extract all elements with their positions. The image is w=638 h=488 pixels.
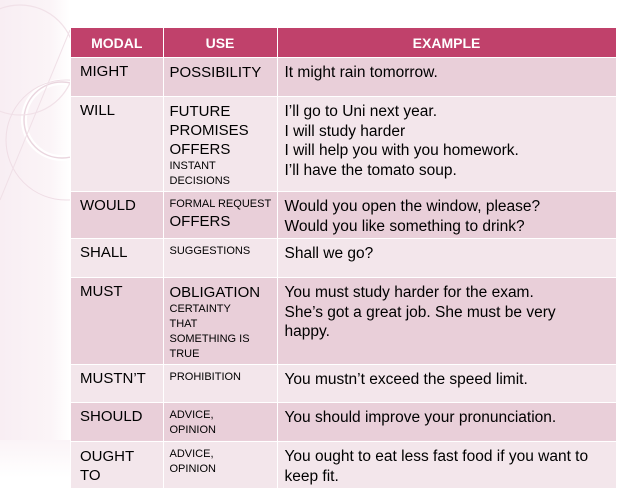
header-example: EXAMPLE [277,28,616,58]
example-cell [277,365,616,403]
table-row [71,278,616,365]
modal-cell: WOULD [71,192,163,239]
use-line: OPINION [170,423,272,438]
table-row [71,239,616,278]
use-cell [163,365,277,403]
decorative-background [0,0,70,478]
use-line: OPINION [170,462,272,477]
header-modal: MODAL [71,28,163,58]
use-line: SOMETHING IS [170,332,272,347]
use-cell [163,442,277,488]
example-line: You ought to eat less fast food if you want to [285,447,611,467]
use-cell [163,278,277,365]
use-cell [163,58,277,97]
use-line: PROMISES [170,121,272,140]
use-line: OFFERS [170,212,272,231]
example-cell [277,58,616,97]
use-line: PROHIBITION [170,370,272,385]
example-cell [277,403,616,442]
modal-cell: SHOULD [71,403,163,442]
use-line: SUGGESTIONS [170,244,272,259]
use-cell [163,403,277,442]
example-cell [277,442,616,488]
modal-cell: MUSTN’T [71,365,163,403]
use-line: OBLIGATION [170,283,272,302]
example-line: I will study harder [285,122,611,142]
use-cell [163,192,277,239]
table-row [71,97,616,192]
use-line: CERTAINTY [170,302,272,317]
example-line: happy. [285,322,611,342]
example-cell [277,192,616,239]
modal-cell: WILL [71,97,163,192]
example-cell [277,239,616,278]
header-use: USE [163,28,277,58]
example-cell [277,278,616,365]
modal-cell: MIGHT [71,58,163,97]
modal-cell: SHALL [71,239,163,278]
example-line: You must study harder for the exam. [285,283,611,303]
example-line: keep fit. [285,467,611,487]
modal-cell: MUST [71,278,163,365]
example-line: I’ll go to Uni next year. [285,102,611,122]
use-line: TRUE [170,347,272,362]
use-cell [163,97,277,192]
decorative-circles-icon [0,0,70,478]
table-row [71,192,616,239]
example-line: I’ll have the tomato soup. [285,161,611,181]
modal-verbs-table [71,28,617,488]
table-row [71,365,616,403]
example-line: You mustn’t exceed the speed limit. [285,370,611,390]
example-line: I will help you with you homework. [285,141,611,161]
example-line: She’s got a great job. She must be very [285,303,611,323]
table-row [71,403,616,442]
example-line: It might rain tomorrow. [285,63,611,83]
example-line: Would you open the window, please? [285,197,611,217]
example-line: Would you like something to drink? [285,217,611,237]
decorative-band [0,440,70,478]
table-row [71,442,616,488]
use-line: FORMAL REQUEST [170,197,272,212]
use-line: ADVICE, [170,408,272,423]
use-cell [163,239,277,278]
use-line: INSTANT [170,159,272,174]
use-line: DECISIONS [170,174,272,189]
example-line: Shall we go? [285,244,611,264]
example-line: You should improve your pronunciation. [285,408,611,428]
use-line: OFFERS [170,140,272,159]
use-line: ADVICE, [170,447,272,462]
table-header-row [71,28,616,58]
modal-cell: OUGHT TO [71,442,163,488]
table-row [71,58,616,97]
use-line: POSSIBILITY [170,63,272,82]
use-line: FUTURE [170,102,272,121]
example-cell [277,97,616,192]
use-line: THAT [170,317,272,332]
